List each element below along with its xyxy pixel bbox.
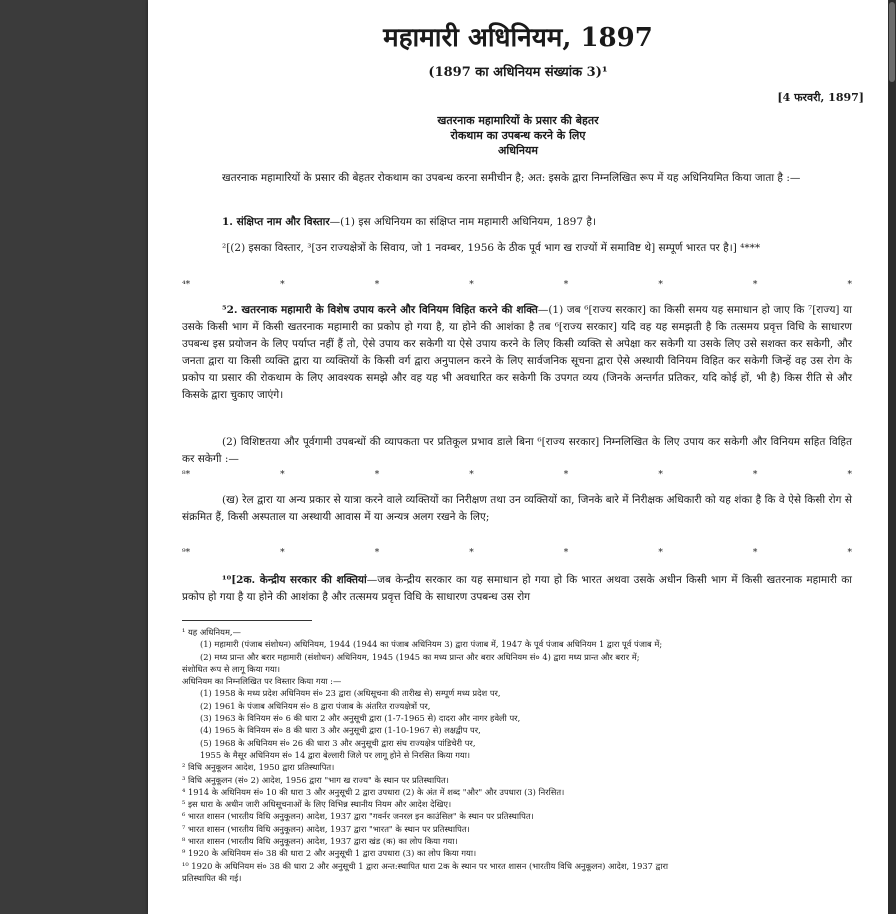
star-marker: ⁴* bbox=[182, 280, 191, 290]
footnote: (5) 1968 के अधिनियम सं० 26 की धारा 3 और अनुसूची द्वारा संघ राज्यक्षेत्र पांडिचेरी पर, bbox=[200, 737, 476, 748]
footnote: (2) 1961 के पंजाब अधिनियम सं० 8 द्वारा पंजाब के अंतरित राज्यक्षेत्रों पर, bbox=[200, 700, 431, 711]
long-title-line: रोकथाम का उपबन्ध करने के लिए bbox=[450, 129, 586, 142]
footnote: (1) 1958 के मध्य प्रदेश अधिनियम सं० 23 द्वारा (अधिसूचना की तारीख से) सम्पूर्ण मध्य प्रदेश पर, bbox=[200, 688, 501, 699]
footnote: 1955 के मैसूर अधिनियम सं० 14 द्वारा बेल्लारी जिले पर लागू होने से निरसित किया गया। bbox=[200, 749, 471, 760]
footnote: ⁴ 1914 के अधिनियम सं० 10 की धारा 3 और अनुसूची 2 द्वारा उपधारा (2) के अंत में शब्द "और" और उपधारा (3) निरसित। bbox=[182, 786, 565, 797]
page-title: महामारी अधिनियम, 1897 bbox=[383, 23, 653, 53]
footnote: ⁶ भारत शासन (भारतीय विधि अनुकूलन) आदेश, 1937 द्वारा "गवर्नर जनरल इन काउंसिल" के स्थान पर प्रतिस्थापित। bbox=[182, 811, 534, 822]
document-page bbox=[148, 0, 888, 914]
scrollbar-thumb[interactable] bbox=[889, 2, 895, 82]
footnote-divider bbox=[182, 620, 312, 621]
section-1 bbox=[182, 214, 852, 231]
footnote: ⁸ भारत शासन (भारतीय विधि अनुकूलन) आदेश, 1937 द्वारा खंड (क) का लोप किया गया। bbox=[182, 836, 458, 847]
footnote: ¹⁰ 1920 के अधिनियम सं० 38 की धारा 2 और अनुसूची 1 द्वारा अन्त:स्थापित धारा 2क के स्थान पर भारत शासन (भारतीय विधि अनुकूलन) आदेश, 1937 द्वारा bbox=[182, 860, 669, 871]
star-marker: ⁸* bbox=[182, 470, 191, 480]
footnote: (1) महामारी (पंजाब संशोधन) अधिनियम, 1944 (1944 का पंजाब अधिनियम 3) द्वारा पंजाब में, 1947 के पूर्व पंजाब अधिनियम 1 द्वारा पूर्व पंजाब में; bbox=[200, 639, 663, 650]
section-2 bbox=[182, 302, 852, 404]
section-1-text: —(1) इस अधिनियम का संक्षिप्त नाम महामारी अधिनियम, 1897 है। bbox=[329, 216, 596, 228]
footnote: संशोधित रूप से लागू किया गया। bbox=[182, 663, 281, 674]
footnote: प्रतिस्थापित की गई। bbox=[182, 872, 242, 883]
omission-stars-3: ⁹* * * * * * * * bbox=[182, 548, 852, 558]
act-number: (1897 का अधिनियम संख्यांक 3)¹ bbox=[428, 65, 608, 80]
star-marker: ⁹* bbox=[182, 548, 191, 558]
footnote: ¹ यह अधिनियम,— bbox=[182, 627, 241, 637]
section-2a bbox=[182, 572, 852, 606]
long-title-line: खतरनाक महामारियों के प्रसार की बेहतर bbox=[437, 114, 599, 127]
section-2-heading: ⁵2. खतरनाक महामारी के विशेष उपाय करने और विनियम विहित करने की शक्ति bbox=[222, 304, 538, 316]
vertical-scrollbar[interactable] bbox=[888, 0, 896, 914]
footnote: (2) मध्य प्रान्त और बरार महामारी (संशोधन) अधिनियम, 1945 (1945 का मध्य प्रान्त और बरार अधिनियम सं० 4) द्वारा मध्य प्रान्त और बरार में; bbox=[200, 651, 640, 662]
footnote: ³ विधि अनुकूलन (सं० 2) आदेश, 1956 द्वारा "भाग ख राज्य" के स्थान पर प्रतिस्थापित। bbox=[182, 774, 449, 785]
section-2a-text: —जब केन्द्रीय सरकार का यह समाधान हो गया हो कि भारत अथवा उसके अधीन किसी भाग में किसी खतरनाक महामारी का प्रकोप हो गया है या होने की आशंका है और तत्समय प्रवृत्त विधि के साधारण उपबन्ध उस रोग bbox=[182, 574, 852, 603]
footnote: ⁷ भारत शासन (भारतीय विधि अनुकूलन) आदेश, 1937 द्वारा "भारत" के स्थान पर प्रतिस्थापित। bbox=[182, 823, 470, 834]
footnote: ² विधि अनुकूलन आदेश, 1950 द्वारा प्रतिस्थापित। bbox=[182, 762, 335, 773]
section-2-text: —(1) जब ⁶[राज्य सरकार] का किसी समय यह समाधान हो जाए कि ⁷[राज्य] या उसके किसी भाग में किसी खतरनाक महामारी का प्रकोप हो गया है, या होने की आशंका है तब ⁶[राज्य सरकार] यदि वह यह समझती है कि तत्समय प्रवृत्त विधि के साधारण उपबन्ध इस प्रयोजन के लिए पर्याप्त नहीं हैं तो, ऐसे उपाय कर सकेगी या ऐसे उपाय करने के लिए किसी व्यक्ति से अपेक्षा कर सकेगी या उसके लिए उसे सशक्त कर सकेगी, और जनता द्वारा या किसी व्यक्ति द्वारा या व्यक्तियों के किसी वर्ग द्वारा अनुपालन करने के लिए सार्वजनिक सूचना द्वारा ऐसे अस्थायी विनियम विहित कर सकेगी जिन्हें वह उस रोग के प्रकोप या प्रसार की रोकथाम के लिए आवश्यक समझे और वह यह भी अवधारित कर सकेगी कि उपगत व्यय (जिनके अन्तर्गत प्रतिकर, यदि कोई हों, भी है) किस रीति से और किसके द्वारा चुकाए जाएंगे। bbox=[182, 304, 852, 401]
footnote: ⁹ 1920 के अधिनियम सं० 38 की धारा 2 और अनुसूची 1 द्वारा उपधारा (3) का लोप किया गया। bbox=[182, 848, 477, 859]
long-title-line: अधिनियम bbox=[498, 144, 538, 157]
preamble: खतरनाक महामारियों के प्रसार की बेहतर रोकथाम का उपबन्ध करना समीचीन है; अत: इसके द्वारा निम्नलिखित रूप में यह अधिनियमित किया जाता है :— bbox=[222, 172, 801, 184]
act-date: [4 फरवरी, 1897] bbox=[777, 91, 864, 104]
footnotes bbox=[182, 626, 862, 884]
footnote: (4) 1965 के विनियम सं० 8 की धारा 3 और अनुसूची द्वारा (1-10-1967 से) लक्षद्वीप पर, bbox=[200, 725, 481, 736]
section-2-subsection-2: (2) विशिष्टतया और पूर्वगामी उपबन्धों की व्यापकता पर प्रतिकूल प्रभाव डाले बिना ⁶[राज्य सरकार] निम्नलिखित के लिए उपाय कर सकेगी और विनियम सहित विहित कर सकेगी :— bbox=[182, 436, 852, 465]
section-2-clause-b: (ख) रेल द्वारा या अन्य प्रकार से यात्रा करने वाले व्यक्तियों का निरीक्षण तथा उन व्यक्तियों का, जिनके बारे में निरीक्षक अधिकारी को यह शंका है कि वे ऐसे किसी रोग से संक्रमित हैं, किसी अस्पताल या अस्थायी आवास में या अन्यत्र अलग रखने के लिए; bbox=[182, 494, 852, 523]
footnote: (3) 1963 के विनियम सं० 6 की धारा 2 और अनुसूची द्वारा (1-7-1965 से) दादरा और नागर हवेली पर, bbox=[200, 713, 521, 724]
section-1-subsection-2: ²[(2) इसका विस्तार, ³[उन राज्यक्षेत्रों के सिवाय, जो 1 नवम्बर, 1956 के ठीक पूर्व भाग ख राज्यों में समाविष्ट थे] सम्पूर्ण भारत पर है।] ⁴*** bbox=[222, 242, 761, 254]
omission-stars-1: ⁴* * * * * * * * bbox=[182, 280, 852, 290]
section-1-heading: 1. संक्षिप्त नाम और विस्तार bbox=[222, 216, 330, 228]
footnote: ⁵ इस धारा के अधीन जारी अधिसूचनाओं के लिए विभिन्न स्थानीय नियम और आदेश देखिए। bbox=[182, 799, 452, 810]
section-2a-heading: ¹⁰[2क. केन्द्रीय सरकार की शक्तियां bbox=[222, 574, 367, 586]
omission-stars-2: ⁸* * * * * * * * bbox=[182, 470, 852, 480]
footnote: अधिनियम का निम्नलिखित पर विस्तार किया गया :— bbox=[182, 676, 342, 687]
long-title bbox=[148, 113, 888, 158]
